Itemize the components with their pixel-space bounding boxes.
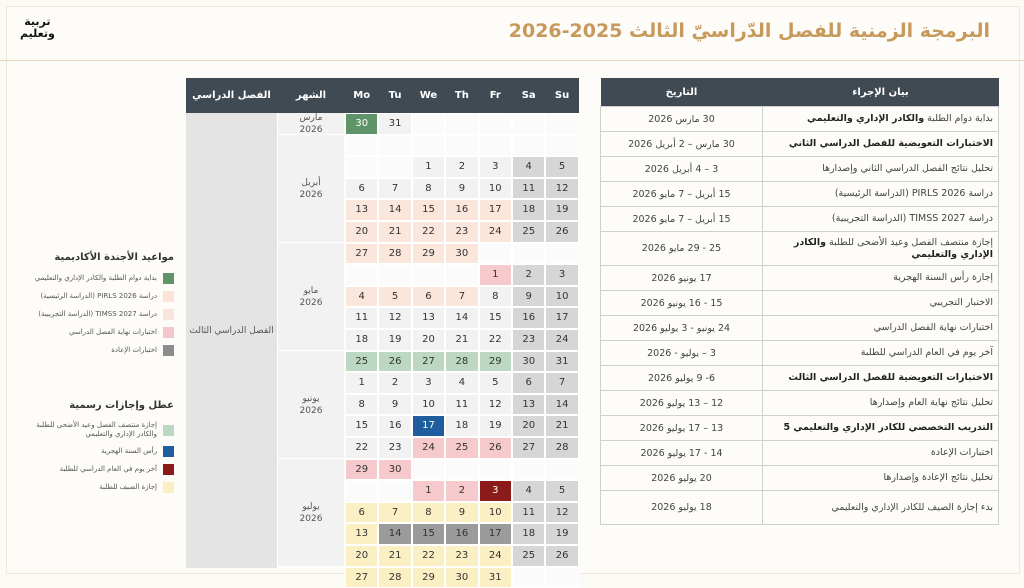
calendar-day-cell: 28 <box>378 243 411 265</box>
legend-item <box>24 273 174 284</box>
calendar-day-cell: 5 <box>378 286 411 308</box>
row-date: 18 يوليو 2026 <box>601 491 763 525</box>
calendar-day-cell: 20 <box>512 415 545 437</box>
calendar-day-cell: 8 <box>479 286 512 308</box>
legend-item <box>24 464 174 475</box>
page-title: البرمجة الزمنية للفصل الدّراسيّ الثالث 2025-2026 <box>508 20 990 42</box>
month-name: أبريل <box>301 177 321 188</box>
calendar-day-cell <box>378 264 411 286</box>
calendar-day-cell: 24 <box>412 437 445 459</box>
calendar-day-cell: 15 <box>479 307 512 329</box>
calendar-day-cell: 4 <box>512 480 545 502</box>
calendar-day-cell: 7 <box>445 286 478 308</box>
calendar-day-cell <box>512 459 545 481</box>
header-date: التاريخ <box>601 78 763 107</box>
calendar-day-cell: 3 <box>479 156 512 178</box>
calendar-day-cell: 30 <box>512 351 545 373</box>
month-year: 2026 <box>299 189 323 200</box>
calendar-day-cell: 1 <box>412 156 445 178</box>
calendar-day-cell: 26 <box>378 351 411 373</box>
calendar-day-cell: 7 <box>545 372 578 394</box>
row-description: الاختبارات التعويضية للفصل الدراسي الثالث <box>763 366 999 391</box>
calendar-day-cell: 18 <box>512 199 545 221</box>
month-name: مارس <box>299 112 323 123</box>
month-label-3 <box>278 351 344 459</box>
calendar-day-cell: 2 <box>378 372 411 394</box>
calendar-day-cell: 10 <box>545 286 578 308</box>
table-row <box>601 132 999 157</box>
calendar-day-cell: 29 <box>345 459 378 481</box>
table-row <box>601 207 999 232</box>
legend-swatch <box>163 291 174 302</box>
calendar-day-cell: 16 <box>445 523 478 545</box>
header-day-su: Su <box>554 90 570 101</box>
calendar-day-cell <box>378 156 411 178</box>
calendar-day-cell: 11 <box>512 178 545 200</box>
calendar-day-cell: 21 <box>378 545 411 567</box>
row-date: 6- 9 يوليو 2026 <box>601 366 763 391</box>
calendar-day-cell: 3 <box>479 480 512 502</box>
calendar-day-cell: 1 <box>479 264 512 286</box>
calendar-day-cell: 18 <box>445 415 478 437</box>
calendar-day-cell: 14 <box>378 199 411 221</box>
calendar-day-cell: 9 <box>512 286 545 308</box>
calendar-day-cell: 12 <box>479 394 512 416</box>
calendar-day-cell <box>512 243 545 265</box>
calendar-day-cell: 23 <box>445 221 478 243</box>
month-year: 2026 <box>299 405 323 416</box>
calendar-day-cell: 15 <box>412 523 445 545</box>
logo <box>20 16 55 40</box>
calendar-day-cell: 24 <box>479 545 512 567</box>
legend-item <box>24 327 174 338</box>
legend-swatch <box>163 327 174 338</box>
calendar-day-cell: 22 <box>345 437 378 459</box>
calendar-day-cell: 4 <box>345 286 378 308</box>
calendar-day-cell: 7 <box>378 502 411 524</box>
legend-item-label: إجازة منتصف الفصل وعيد الأضحى للطلبة والكادر الإداري والتعليمي <box>36 421 157 438</box>
legend-item <box>24 345 174 356</box>
calendar-day-cell: 20 <box>412 329 445 351</box>
calendar-day-cell: 31 <box>479 567 512 588</box>
month-year: 2026 <box>299 124 323 135</box>
calendar-day-cell: 25 <box>512 221 545 243</box>
calendar-day-cell <box>412 264 445 286</box>
month-label-0 <box>278 113 344 135</box>
row-description: تحليل نتائج الإعادة وإصدارها <box>763 466 999 491</box>
calendar-day-cell: 20 <box>345 545 378 567</box>
header-day-th: Th <box>454 90 469 101</box>
calendar-day-cell: 12 <box>545 178 578 200</box>
row-date: 3 – يوليو - 2026 <box>601 341 763 366</box>
legend-holidays <box>24 400 174 500</box>
calendar-day-cell: 7 <box>378 178 411 200</box>
calendar-day-cell: 28 <box>545 437 578 459</box>
legend-swatch <box>163 309 174 320</box>
header-day-we: We <box>419 90 438 101</box>
legend-swatch <box>163 446 174 457</box>
calendar-day-cell <box>479 243 512 265</box>
calendar-day-cell: 29 <box>479 351 512 373</box>
semester-label: الفصل الدراسي الثالث <box>189 326 274 336</box>
calendar-day-cell: 4 <box>445 372 478 394</box>
calendar-day-cell: 2 <box>512 264 545 286</box>
calendar-day-cell: 6 <box>345 178 378 200</box>
calendar-day-cell: 6 <box>512 372 545 394</box>
calendar-day-cell: 5 <box>479 372 512 394</box>
calendar-day-cell <box>345 156 378 178</box>
legend-item-label: بداية دوام الطلبة والكادر الإداري والتعليمي <box>34 274 157 282</box>
month-year: 2026 <box>299 297 323 308</box>
calendar-day-cell: 27 <box>412 351 445 373</box>
calendar-day-cell <box>378 135 411 157</box>
row-description: دراسة PIRLS 2026 (الدراسة الرئيسية) <box>763 182 999 207</box>
calendar-day-cell: 11 <box>512 502 545 524</box>
calendar-day-cell: 21 <box>378 221 411 243</box>
row-date: 30 مارس – 2 أبريل 2026 <box>601 132 763 157</box>
schedule-table <box>600 78 999 525</box>
table-row <box>601 157 999 182</box>
calendar-day-cell <box>345 480 378 502</box>
row-description: اختبارات الإعادة <box>763 441 999 466</box>
header-semester: الفصل الدراسي <box>192 90 271 101</box>
calendar-day-cell: 25 <box>345 351 378 373</box>
calendar-day-cell <box>545 459 578 481</box>
table-row <box>601 107 999 132</box>
table-body <box>601 107 999 525</box>
calendar-day-cell: 14 <box>545 394 578 416</box>
calendar-day-cell <box>545 113 578 135</box>
calendar-day-cell: 14 <box>445 307 478 329</box>
semester-column <box>186 113 278 568</box>
legend-agenda-title: مواعيد الأجندة الأكاديمية <box>54 252 174 263</box>
calendar-day-cell: 2 <box>445 156 478 178</box>
calendar-day-cell: 19 <box>479 415 512 437</box>
table-row <box>601 391 999 416</box>
calendar-day-cell: 14 <box>378 523 411 545</box>
calendar-day-cell: 30 <box>445 243 478 265</box>
legend-item-label: إجازة الصيف للطلبة <box>99 483 157 491</box>
calendar-day-cell <box>479 459 512 481</box>
calendar-day-cell <box>445 135 478 157</box>
calendar-day-cell: 4 <box>512 156 545 178</box>
calendar-day-cell: 23 <box>512 329 545 351</box>
calendar-day-cell: 16 <box>512 307 545 329</box>
legend-item <box>24 309 174 320</box>
calendar-day-cell <box>378 480 411 502</box>
legend-item-label: آخر يوم في العام الدراسي للطلبة <box>59 465 157 473</box>
calendar-day-cell: 30 <box>345 113 378 135</box>
calendar-day-cell: 13 <box>412 307 445 329</box>
row-date: 14 - 17 يوليو 2026 <box>601 441 763 466</box>
legend-swatch <box>163 273 174 284</box>
calendar-day-cell: 19 <box>545 199 578 221</box>
legend-swatch <box>163 425 174 436</box>
calendar-day-cell: 31 <box>545 351 578 373</box>
row-description: بدء إجازة الصيف للكادر الإداري والتعليمي <box>763 491 999 525</box>
header-day-sa: Sa <box>521 90 536 101</box>
calendar-day-cell: 23 <box>445 545 478 567</box>
table-row <box>601 466 999 491</box>
month-label-2 <box>278 243 344 351</box>
calendar-day-cell: 27 <box>345 243 378 265</box>
row-description: تحليل نتائج الفصل الدراسي الثاني وإصدارها <box>763 157 999 182</box>
calendar-day-cell <box>412 135 445 157</box>
legend-item-label: دراسة TIMSS 2027 (الدراسة التجريبية) <box>38 310 157 318</box>
table-row <box>601 341 999 366</box>
row-description: تحليل نتائج نهاية العام وإصدارها <box>763 391 999 416</box>
calendar-day-cell: 20 <box>345 221 378 243</box>
calendar-day-cell <box>445 264 478 286</box>
calendar-day-cell: 18 <box>512 523 545 545</box>
calendar-day-cell: 15 <box>412 199 445 221</box>
calendar-day-cell: 5 <box>545 480 578 502</box>
calendar-day-cell: 13 <box>345 199 378 221</box>
row-date: 15 أبريل – 7 مايو 2026 <box>601 182 763 207</box>
table-row <box>601 416 999 441</box>
calendar-day-cell: 18 <box>345 329 378 351</box>
calendar-day-cell: 31 <box>378 113 411 135</box>
calendar-day-cell: 17 <box>479 199 512 221</box>
calendar-day-cell: 9 <box>378 394 411 416</box>
row-description: إجازة منتصف الفصل وعيد الأضحى للطلبة والكادر الإداري والتعليمي <box>763 232 999 266</box>
calendar-day-cell: 6 <box>412 286 445 308</box>
calendar-day-cell <box>479 113 512 135</box>
calendar-day-cell: 10 <box>412 394 445 416</box>
legend-item-label: دراسة PIRLS 2026 (الدراسة الرئيسية) <box>40 292 157 300</box>
row-description: اختبارات نهاية الفصل الدراسي <box>763 316 999 341</box>
calendar-day-cell: 1 <box>345 372 378 394</box>
calendar-day-cell <box>512 113 545 135</box>
calendar-day-cell: 8 <box>345 394 378 416</box>
calendar-day-cell: 16 <box>378 415 411 437</box>
calendar-day-cell: 26 <box>545 545 578 567</box>
calendar-day-cell: 3 <box>412 372 445 394</box>
calendar-day-cell: 5 <box>545 156 578 178</box>
calendar-day-cell: 22 <box>412 545 445 567</box>
row-date: 12 – 13 يوليو 2026 <box>601 391 763 416</box>
header-month: الشهر <box>295 90 327 101</box>
calendar-day-cell <box>479 135 512 157</box>
header-day-fr: Fr <box>489 90 501 101</box>
legend-item <box>24 446 174 457</box>
row-date: 24 يونيو - 3 يوليو 2026 <box>601 316 763 341</box>
calendar-day-cell: 17 <box>545 307 578 329</box>
legend-item-label: رأس السنة الهجرية <box>101 447 157 455</box>
calendar-day-cell: 19 <box>545 523 578 545</box>
month-name: يوليو <box>302 501 320 512</box>
calendar-day-cell: 12 <box>545 502 578 524</box>
legend-item <box>24 482 174 493</box>
legend-swatch <box>163 482 174 493</box>
calendar-day-cell: 6 <box>345 502 378 524</box>
month-label-4 <box>278 459 344 567</box>
calendar-day-cell: 26 <box>545 221 578 243</box>
calendar-day-cell: 11 <box>445 394 478 416</box>
row-description: آخر يوم في العام الدراسي للطلبة <box>763 341 999 366</box>
calendar-day-cell: 10 <box>479 178 512 200</box>
calendar-day-cell: 29 <box>412 567 445 588</box>
legend-item-label: اختبارات نهاية الفصل الدراسي <box>69 328 157 336</box>
calendar-day-cell <box>412 459 445 481</box>
row-description: بداية دوام الطلبة والكادر الإداري والتعليمي <box>763 107 999 132</box>
title-divider <box>0 60 1024 61</box>
calendar-day-cell: 19 <box>378 329 411 351</box>
calendar-day-cell <box>545 567 578 588</box>
calendar-day-cell: 22 <box>479 329 512 351</box>
calendar-day-cell <box>545 243 578 265</box>
calendar-day-cell: 10 <box>479 502 512 524</box>
row-date: 20 يوليو 2026 <box>601 466 763 491</box>
table-row <box>601 491 999 525</box>
calendar-day-cell: 21 <box>445 329 478 351</box>
calendar-day-cell: 9 <box>445 502 478 524</box>
calendar-grid <box>186 78 579 583</box>
calendar-day-cell: 16 <box>445 199 478 221</box>
legend-holidays-title: عطل وإجازات رسمية <box>69 400 174 411</box>
calendar-day-cell <box>545 135 578 157</box>
calendar-day-cell: 3 <box>545 264 578 286</box>
table-row <box>601 441 999 466</box>
calendar-day-cell: 17 <box>412 415 445 437</box>
calendar-day-cell: 15 <box>345 415 378 437</box>
calendar-day-cell: 8 <box>412 178 445 200</box>
calendar-day-cell: 17 <box>479 523 512 545</box>
calendar-day-cell: 28 <box>378 567 411 588</box>
calendar-day-cell: 13 <box>512 394 545 416</box>
table-row <box>601 266 999 291</box>
table-row <box>601 316 999 341</box>
month-label-1 <box>278 135 344 243</box>
month-name: مايو <box>303 285 319 296</box>
header-desc: بيان الإجراء <box>763 78 999 107</box>
calendar-day-cell: 23 <box>378 437 411 459</box>
legend-swatch <box>163 345 174 356</box>
table-row <box>601 291 999 316</box>
calendar-day-cell: 30 <box>445 567 478 588</box>
row-description: إجازة رأس السنة الهجرية <box>763 266 999 291</box>
table-header-row <box>601 78 999 107</box>
calendar-day-cell <box>345 135 378 157</box>
calendar-day-cell: 13 <box>345 523 378 545</box>
calendar-day-cell: 30 <box>378 459 411 481</box>
logo-line2: وتعليم <box>20 27 55 40</box>
calendar-day-cell <box>512 135 545 157</box>
logo-line1: تربية <box>24 15 51 28</box>
row-date: 30 مارس 2026 <box>601 107 763 132</box>
calendar-day-cell: 2 <box>445 480 478 502</box>
calendar-day-cell: 27 <box>512 437 545 459</box>
calendar-day-cell: 1 <box>412 480 445 502</box>
calendar-day-cell: 22 <box>412 221 445 243</box>
calendar-day-cell: 9 <box>445 178 478 200</box>
calendar-day-cell: 11 <box>345 307 378 329</box>
table-row <box>601 182 999 207</box>
calendar-header <box>186 78 579 113</box>
calendar-day-cell <box>412 113 445 135</box>
calendar-day-cell: 26 <box>479 437 512 459</box>
calendar-day-cell: 24 <box>479 221 512 243</box>
legend-item <box>24 291 174 302</box>
calendar-day-cell: 29 <box>412 243 445 265</box>
calendar-day-cell: 24 <box>545 329 578 351</box>
calendar-day-cell <box>445 459 478 481</box>
calendar-day-cell: 21 <box>545 415 578 437</box>
row-date: 3 – 4 أبريل 2026 <box>601 157 763 182</box>
month-name: يونيو <box>302 393 320 404</box>
row-description: الاختبار التجريبي <box>763 291 999 316</box>
calendar-day-cell <box>512 567 545 588</box>
row-description: دراسة TIMSS 2027 (الدراسة التجريبية) <box>763 207 999 232</box>
row-date: 15 - 16 يونيو 2026 <box>601 291 763 316</box>
calendar-day-cell: 25 <box>512 545 545 567</box>
row-date: 15 أبريل – 7 مايو 2026 <box>601 207 763 232</box>
calendar-day-cell: 8 <box>412 502 445 524</box>
calendar-day-cell: 25 <box>445 437 478 459</box>
legend-swatch <box>163 464 174 475</box>
table-row <box>601 366 999 391</box>
calendar-day-cell: 28 <box>445 351 478 373</box>
row-date: 13 – 17 يوليو 2026 <box>601 416 763 441</box>
calendar-day-cell <box>345 264 378 286</box>
legend-item <box>24 421 174 439</box>
table-row <box>601 232 999 266</box>
calendar-day-cell: 27 <box>345 567 378 588</box>
header-day-tu: Tu <box>388 90 402 101</box>
row-date: 25 - 29 مايو 2026 <box>601 232 763 266</box>
calendar-day-cell: 12 <box>378 307 411 329</box>
month-year: 2026 <box>299 513 323 524</box>
legend-agenda <box>24 252 174 363</box>
calendar-day-cell <box>445 113 478 135</box>
row-date: 17 يونيو 2026 <box>601 266 763 291</box>
row-description: الاختبارات التعويضية للفصل الدراسي الثاني <box>763 132 999 157</box>
header-day-mo: Mo <box>353 90 371 101</box>
legend-item-label: اختبارات الإعادة <box>111 346 157 354</box>
row-description: التدريب التخصصي للكادر الإداري والتعليمي 5 <box>763 416 999 441</box>
